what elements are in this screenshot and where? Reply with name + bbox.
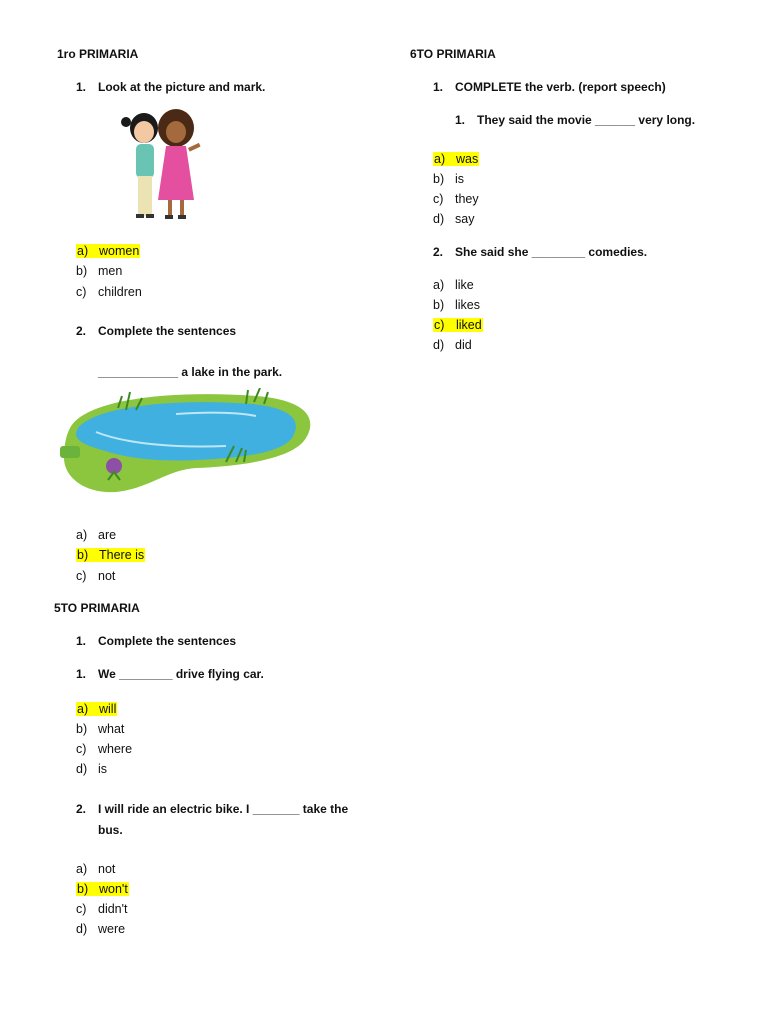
list-item xyxy=(433,298,480,312)
list-item xyxy=(433,318,483,332)
option-text: say xyxy=(455,212,475,226)
option-text: is xyxy=(98,762,108,776)
option-text: women xyxy=(99,244,140,258)
option-letter: a) xyxy=(76,862,88,876)
section-5to-question-1 xyxy=(76,667,264,681)
question-text-continuation: bus. xyxy=(98,823,123,837)
section-6to-question-2 xyxy=(433,245,647,259)
question-text: She said she ________ comedies. xyxy=(455,245,648,259)
list-item xyxy=(76,569,115,583)
question-number: 1. xyxy=(433,80,444,94)
option-letter: b) xyxy=(77,882,89,896)
option-letter: b) xyxy=(76,722,88,736)
list-item xyxy=(76,882,129,896)
option-text: not xyxy=(98,569,116,583)
list-item xyxy=(76,244,140,258)
list-item xyxy=(76,702,117,716)
option-letter: d) xyxy=(76,922,88,936)
option-letter: b) xyxy=(433,298,445,312)
option-text: where xyxy=(98,742,133,756)
option-text: did xyxy=(455,338,472,352)
question-text: We ________ drive flying car. xyxy=(98,667,264,681)
list-item xyxy=(76,722,124,736)
option-text: like xyxy=(455,278,474,292)
question-text: Complete the sentences xyxy=(98,324,237,338)
question-2-heading xyxy=(76,324,236,338)
option-letter: a) xyxy=(433,278,445,292)
question-number: 1. xyxy=(76,667,87,681)
option-text: were xyxy=(98,922,126,936)
two-girls-illustration xyxy=(114,104,210,228)
list-item xyxy=(76,264,122,278)
option-letter: c) xyxy=(76,285,87,299)
option-text: they xyxy=(455,192,479,206)
option-text: what xyxy=(98,722,125,736)
option-text: children xyxy=(98,285,142,299)
option-letter: c) xyxy=(76,569,87,583)
list-item xyxy=(433,192,479,206)
section-5to-question-2 xyxy=(76,802,348,816)
section-title-6to: 6TO PRIMARIA xyxy=(410,47,496,61)
question-1-heading xyxy=(76,80,265,94)
question-number: 2. xyxy=(76,802,87,816)
section-title-1ro: 1ro PRIMARIA xyxy=(57,47,139,61)
option-text: won't xyxy=(99,882,128,896)
option-letter: b) xyxy=(433,172,445,186)
option-text: will xyxy=(99,702,117,716)
option-text: was xyxy=(456,152,479,166)
option-text: are xyxy=(98,528,117,542)
section-6to-question-1 xyxy=(433,80,666,94)
section-5to-question-heading xyxy=(76,634,236,648)
option-letter: c) xyxy=(433,192,444,206)
question-number: 1. xyxy=(455,113,466,127)
list-item xyxy=(433,338,472,352)
question-text: They said the movie ______ very long. xyxy=(477,113,696,127)
list-item xyxy=(76,862,115,876)
question-text: I will ride an electric bike. I _______ take the xyxy=(98,802,349,816)
option-text: is xyxy=(455,172,465,186)
option-letter: d) xyxy=(433,338,445,352)
question-text: Look at the picture and mark. xyxy=(98,80,266,94)
option-letter: c) xyxy=(434,318,445,332)
option-letter: c) xyxy=(76,902,87,916)
section-6to-subquestion-1 xyxy=(455,113,695,127)
fill-in-sentence: ____________ a lake in the park. xyxy=(98,365,283,379)
list-item xyxy=(76,742,132,756)
option-text: likes xyxy=(455,298,481,312)
option-letter: b) xyxy=(76,264,88,278)
option-letter: a) xyxy=(434,152,446,166)
option-text: didn't xyxy=(98,902,128,916)
option-letter: b) xyxy=(77,548,89,562)
option-letter: a) xyxy=(77,702,89,716)
question-number: 1. xyxy=(76,80,87,94)
option-letter: a) xyxy=(77,244,89,258)
list-item xyxy=(433,152,479,166)
list-item xyxy=(76,902,128,916)
option-text: There is xyxy=(99,548,145,562)
list-item xyxy=(76,548,145,562)
list-item xyxy=(76,922,125,936)
list-item xyxy=(76,762,107,776)
option-text: liked xyxy=(456,318,482,332)
option-letter: d) xyxy=(433,212,445,226)
question-text: Complete the sentences xyxy=(98,634,237,648)
option-letter: c) xyxy=(76,742,87,756)
question-number: 1. xyxy=(76,634,87,648)
question-number: 2. xyxy=(433,245,444,259)
question-number: 2. xyxy=(76,324,87,338)
lake-illustration xyxy=(56,388,314,498)
option-letter: a) xyxy=(76,528,88,542)
list-item xyxy=(76,285,142,299)
list-item xyxy=(433,172,464,186)
option-text: men xyxy=(98,264,123,278)
option-text: not xyxy=(98,862,116,876)
option-letter: d) xyxy=(76,762,88,776)
list-item xyxy=(433,278,474,292)
section-title-5to: 5TO PRIMARIA xyxy=(54,601,140,615)
list-item xyxy=(433,212,474,226)
list-item xyxy=(76,528,116,542)
question-text: COMPLETE the verb. (report speech) xyxy=(455,80,666,94)
